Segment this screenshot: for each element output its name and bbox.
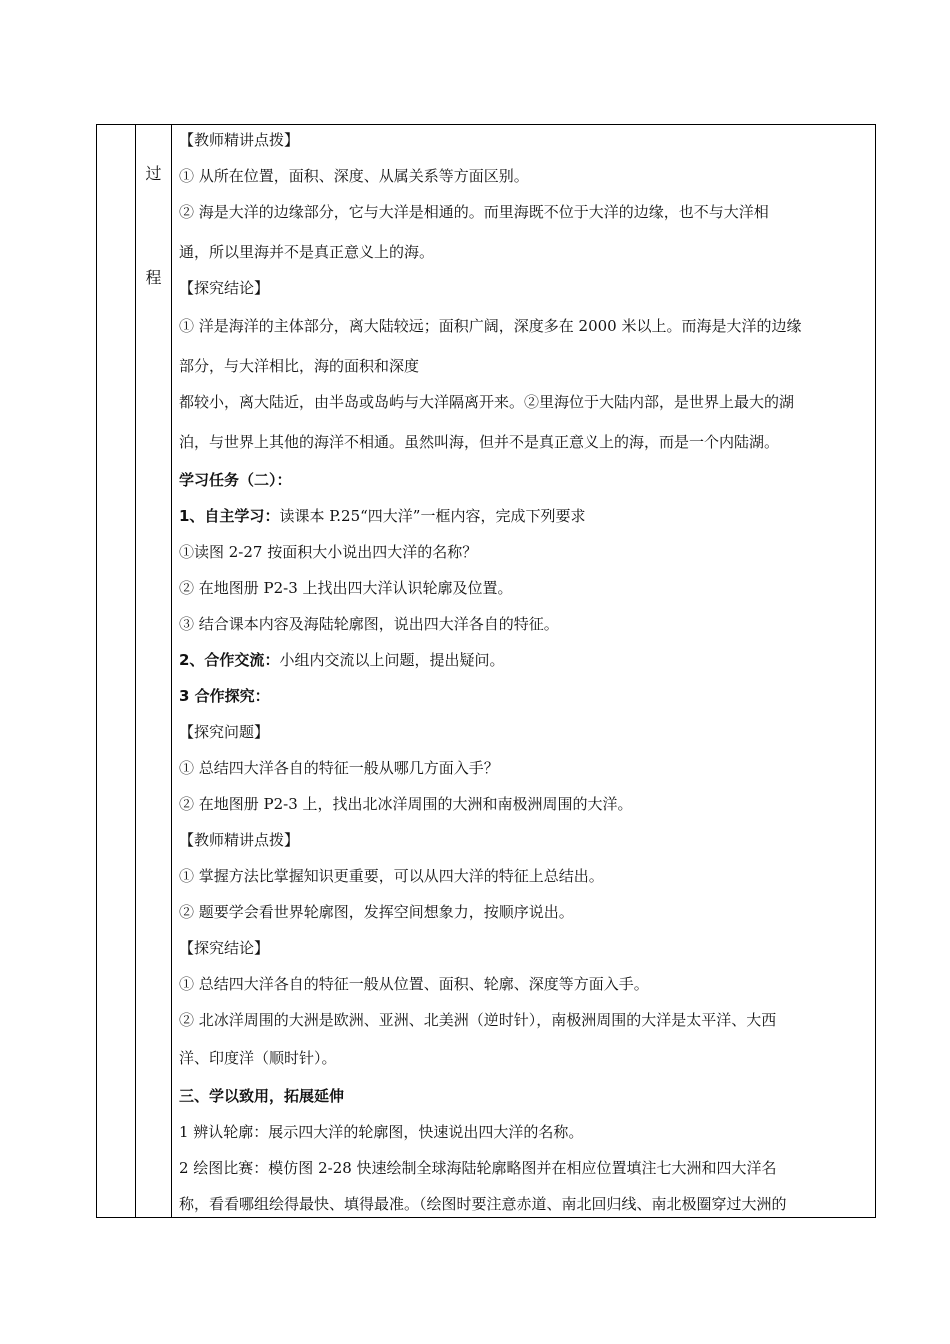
text-line <box>179 649 504 670</box>
text-line: 【教师精讲点拨】 <box>179 131 300 149</box>
text-span: 读课本 P.25“四大洋”一框内容，完成下列要求 <box>279 507 586 525</box>
side-label-guo: 过 <box>145 164 162 183</box>
text-line: ② 北冰洋周围的大洲是欧洲、亚洲、北美洲（逆时针），南极洲周围的大洋是太平洋、大西 <box>179 1011 777 1029</box>
text-line: 2 绘图比赛：模仿图 2-28 快速绘制全球海陆轮廓略图并在相应位置填注七大洲和四大洋名 <box>179 1159 777 1177</box>
text-line: 通，所以里海并不是真正意义上的海。 <box>179 243 435 261</box>
text-line: 部分，与大洋相比，海的面积和深度 <box>179 357 420 375</box>
text-line: ② 题要学会看世界轮廓图，发挥空间想象力，按顺序说出。 <box>179 903 574 921</box>
text-line: ② 在地图册 P2-3 上找出四大洋认识轮廓及位置。 <box>179 579 513 597</box>
text-line: 洋、印度洋（顺时针）。 <box>179 1049 337 1067</box>
text-line: 都较小，离大陆近，由半岛或岛屿与大洋隔离开来。②里海位于大陆内部，是世界上最大的湖 <box>179 393 795 411</box>
column-divider <box>135 125 136 1217</box>
text-line: 称，看看哪组绘得最快、填得最准。（绘图时要注意赤道、南北回归线、南北极圈穿过大洲的 <box>179 1195 787 1213</box>
text-line: 【教师精讲点拨】 <box>179 831 300 849</box>
text-line <box>179 505 585 526</box>
lesson-table <box>96 124 876 1218</box>
text-line: ① 掌握方法比掌握知识更重要，可以从四大洋的特征上总结出。 <box>179 867 604 885</box>
side-label-cheng: 程 <box>145 268 162 287</box>
text-line: ② 海是大洋的边缘部分，它与大洋是相通的。而里海既不位于大洋的边缘，也不与大洋相 <box>179 203 769 221</box>
text-line: 【探究结论】 <box>179 939 270 957</box>
text-line: 泊，与世界上其他的海洋不相通。虽然叫海，但并不是真正意义上的海，而是一个内陆湖。 <box>179 433 780 451</box>
section-heading: 三、学以致用，拓展延伸 <box>179 1087 345 1105</box>
column-divider <box>171 125 172 1217</box>
text-line: 【探究结论】 <box>179 279 270 297</box>
text-line: 1 辨认轮廓：展示四大洋的轮廓图，快速说出四大洋的名称。 <box>179 1123 584 1141</box>
text-line: ③ 结合课本内容及海陆轮廓图，说出四大洋各自的特征。 <box>179 615 559 633</box>
text-line: ① 总结四大洋各自的特征一般从哪几方面入手？ <box>179 759 499 777</box>
text-line: ①读图 2-27 按面积大小说出四大洋的名称？ <box>179 543 478 561</box>
text-line: ① 从所在位置，面积、深度、从属关系等方面区别。 <box>179 167 529 185</box>
subheading: 2、合作交流： <box>179 651 280 669</box>
section-heading: 学习任务（二）： <box>179 471 292 489</box>
text-line: ① 洋是海洋的主体部分，离大陆较远；面积广阔，深度多在 2000 米以上。而海是大洋的边缘 <box>179 317 802 335</box>
text-line: 【探究问题】 <box>179 723 270 741</box>
text-span: 小组内交流以上问题，提出疑问。 <box>279 651 505 669</box>
subheading: 1、自主学习： <box>179 507 280 525</box>
text-line: ① 总结四大洋各自的特征一般从位置、面积、轮廓、深度等方面入手。 <box>179 975 649 993</box>
subheading: 3 合作探究： <box>179 687 270 705</box>
text-line: ② 在地图册 P2-3 上，找出北冰洋周围的大洲和南极洲周围的大洋。 <box>179 795 633 813</box>
